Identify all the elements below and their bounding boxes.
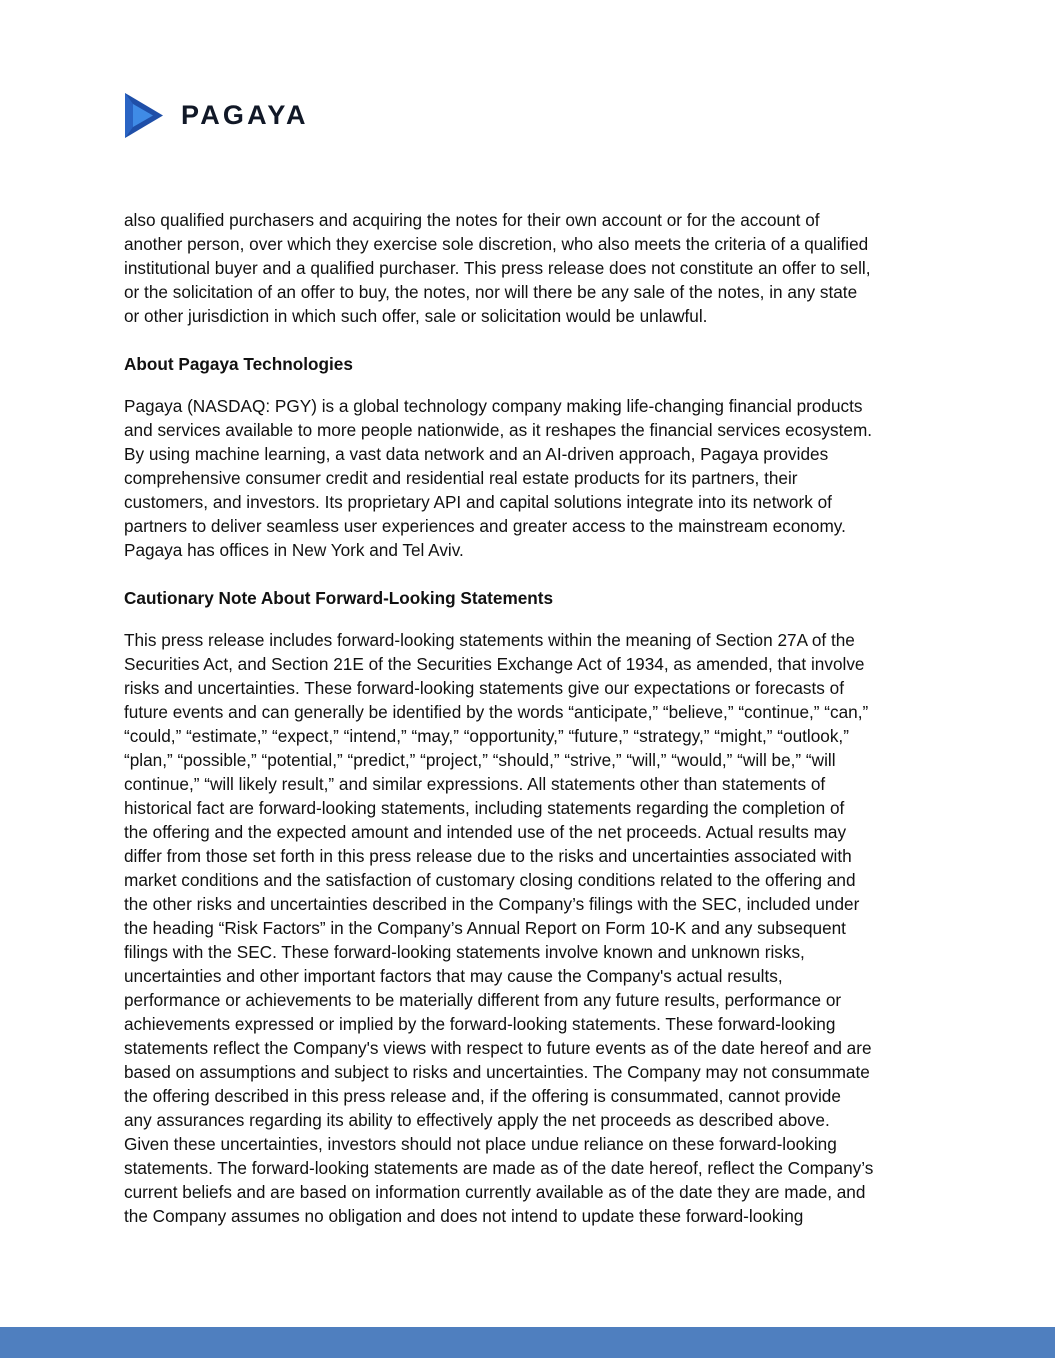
footer-bar	[0, 1327, 1055, 1358]
pagaya-triangle-logo-icon	[124, 92, 164, 139]
paragraph-offering-restrictions: also qualified purchasers and acquiring the notes for their own account or for the account of another person, over which they exercise sole discretion, who also meets the criteria of a qualified institutional buyer and a qualified purchaser. This press release does not constitute an offer to sell, or the solicitation of an offer to buy, the notes, nor will there be any sale of the notes, in any state or other jurisdiction in which such offer, sale or solicitation would be unlawful.	[124, 210, 871, 326]
heading-cautionary-note: Cautionary Note About Forward-Looking Statements	[124, 588, 554, 608]
paragraph-forward-looking-statements: This press release includes forward-looking statements within the meaning of Section 27A of the Securities Act, and Section 21E of the Securities Exchange Act of 1934, as amended, that involve risks and uncertainties. These forward-looking statements give our expectations or forecasts of future events and can generally be identified by the words “anticipate,” “believe,” “continue,” “can,” “could,” “estimate,” “expect,” “intend,” “may,” “opportunity,” “future,” “strategy,” “might,” “outlook,” “plan,” “possible,” “potential,” “predict,” “project,” “should,” “strive,” “will,” “would,” “will be,” “will continue,” “will likely result,” and similar expressions. All statements other than statements of historical fact are forward-looking statements, including statements regarding the completion of the offering and the expected amount and intended use of the net proceeds. Actual results may differ from those set forth in this press release due to the risks and uncertainties associated with market conditions and the satisfaction of customary closing conditions related to the offering and the other risks and uncertainties described in the Company’s filings with the SEC, included under the heading “Risk Factors” in the Company’s Annual Report on Form 10-K and any subsequent filings with the SEC. These forward-looking statements involve known and unknown risks, uncertainties and other important factors that may cause the Company's actual results, performance or achievements to be materially different from any future results, performance or achievements expressed or implied by the forward-looking statements. These forward-looking statements reflect the Company's views with respect to future events as of the date hereof and are based on assumptions and subject to risks and uncertainties. The Company may not consummate the offering described in this press release and, if the offering is consummated, cannot provide any assurances regarding its ability to effectively apply the net proceeds as described above. Given these uncertainties, investors should not place undue reliance on these forward-looking statements. The forward-looking statements are made as of the date hereof, reflect the Company’s current beliefs and are based on information currently available as of the date they are made, and the Company assumes no obligation and does not intend to update these forward-looking	[124, 630, 874, 1226]
heading-about-pagaya: About Pagaya Technologies	[124, 354, 353, 374]
brand-name: PAGAYA	[181, 99, 309, 130]
paragraph-about-pagaya: Pagaya (NASDAQ: PGY) is a global technology company making life-changing financial products and services available to more people nationwide, as it reshapes the financial services ecosystem. By using machine learning, a vast data network and an AI-driven approach, Pagaya provides comprehensive consumer credit and residential real estate products for its partners, their customers, and investors. Its proprietary API and capital solutions integrate into its network of partners to deliver seamless user experiences and greater access to the mainstream economy. Pagaya has offices in New York and Tel Aviv.	[124, 396, 873, 560]
brand-logo	[124, 91, 309, 139]
document-body	[124, 208, 934, 1228]
